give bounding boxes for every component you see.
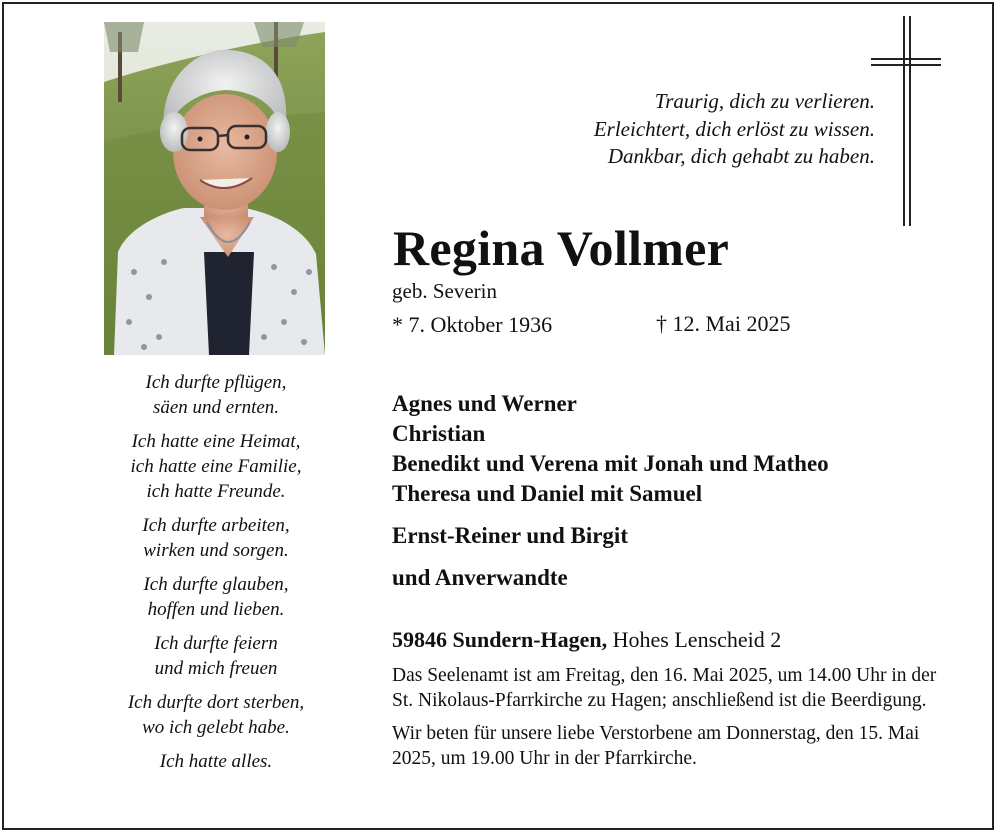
poem (100, 370, 332, 783)
cross-icon (870, 14, 942, 228)
poem-stanza (100, 429, 332, 504)
poem-line: ich hatte Freunde. (146, 481, 286, 502)
motto (480, 88, 875, 171)
poem-line: Ich durfte feiern (154, 633, 278, 654)
deceased-name: Regina Vollmer (393, 220, 730, 276)
poem-stanza (100, 513, 332, 563)
poem-line: Ich hatte alles. (159, 751, 273, 772)
mourner: Theresa und Daniel mit Samuel (392, 481, 703, 506)
poem-stanza (100, 690, 332, 740)
poem-stanza (100, 572, 332, 622)
birth-date: * 7. Oktober 1936 (392, 312, 553, 337)
poem-line: wo ich gelebt habe. (142, 717, 290, 738)
mourners-list (392, 389, 952, 593)
poem-stanza (100, 749, 332, 774)
mourner: Ernst-Reiner und Birgit (392, 523, 628, 548)
poem-stanza (100, 370, 332, 420)
address-city: 59846 Sundern-Hagen, (392, 627, 608, 652)
poem-line: und mich freuen (154, 658, 278, 679)
poem-line: Ich durfte glauben, (143, 574, 289, 595)
portrait-photo (104, 22, 325, 355)
poem-line: hoffen und lieben. (147, 599, 285, 620)
motto-line: Traurig, dich zu verlieren. (654, 89, 875, 113)
birth-name: geb. Severin (392, 279, 497, 303)
poem-line: Ich hatte eine Heimat, (131, 431, 301, 452)
family-address (392, 627, 781, 653)
poem-line: Ich durfte pflügen, (145, 372, 287, 393)
poem-line: wirken und sorgen. (143, 540, 289, 561)
service-notice (392, 664, 962, 780)
address-street: Hohes Lenscheid 2 (607, 627, 782, 652)
motto-line: Erleichtert, dich erlöst zu wissen. (593, 116, 875, 141)
requiem-notice: Das Seelenamt ist am Freitag, den 16. Mai 2025, um 14.00 Uhr in der St. Nikolaus-Pfarrkirche zu Hagen; anschließend ist die Beerdigung. (392, 665, 937, 711)
prayer-notice: Wir beten für unsere liebe Verstorbene am Donnerstag, den 15. Mai 2025, um 19.00 Uhr in der Pfarrkirche. (392, 723, 920, 769)
poem-stanza (100, 631, 332, 681)
poem-line: säen und ernten. (152, 397, 280, 418)
poem-line: Ich durfte arbeiten, (142, 515, 290, 536)
poem-line: ich hatte eine Familie, (130, 456, 302, 477)
mourner: und Anverwandte (392, 565, 568, 590)
mourner: Christian (392, 421, 486, 446)
death-date: † 12. Mai 2025 (656, 311, 791, 336)
mourner: Benedikt und Verena mit Jonah und Matheo (392, 451, 829, 476)
poem-line: Ich durfte dort sterben, (127, 692, 305, 713)
mourner: Agnes und Werner (392, 391, 577, 416)
motto-line: Dankbar, dich gehabt zu haben. (607, 144, 875, 168)
